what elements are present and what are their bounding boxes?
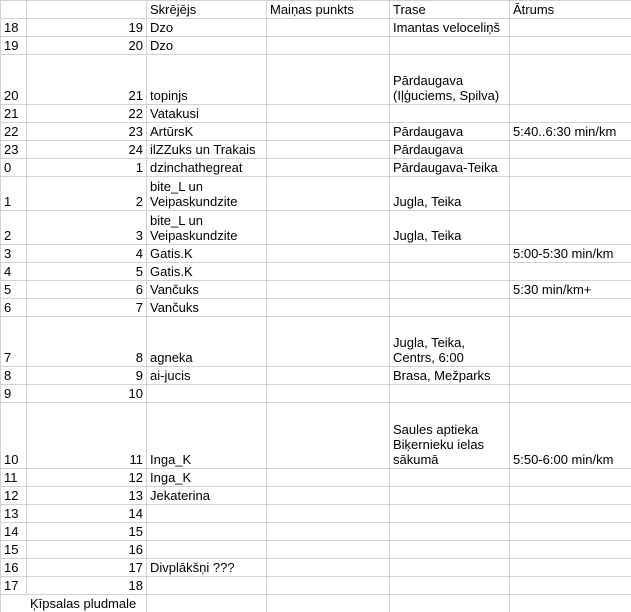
cell-leg[interactable]: 5 [27, 263, 147, 281]
cell-pace[interactable] [510, 211, 631, 245]
cell-runner[interactable]: topinjs [147, 55, 267, 105]
cell[interactable] [390, 595, 510, 612]
cell-exchange[interactable] [267, 367, 390, 385]
cell-hour[interactable]: 8 [1, 367, 27, 385]
cell-exchange[interactable] [267, 317, 390, 367]
cell-hour[interactable]: 12 [1, 487, 27, 505]
table-row [1, 281, 631, 299]
cell-leg[interactable]: 2 [27, 177, 147, 211]
cell-runner[interactable]: Vančuks [147, 281, 267, 299]
cell-route[interactable]: Brasa, Mežparks [390, 367, 510, 385]
cell-runner[interactable]: Vatakusi [147, 105, 267, 123]
cell-exchange[interactable] [267, 559, 390, 577]
cell-hour[interactable]: 4 [1, 263, 27, 281]
table-row [1, 523, 631, 541]
table-row [1, 55, 631, 105]
cell-leg[interactable]: 7 [27, 299, 147, 317]
cell-hour[interactable]: 9 [1, 385, 27, 403]
cell-pace[interactable]: 5:00-5:30 min/km [510, 245, 631, 263]
cell-runner[interactable]: bite_L un Veipaskundzite [147, 177, 267, 211]
cell-route[interactable] [390, 263, 510, 281]
cell-exchange[interactable] [267, 245, 390, 263]
cell-leg[interactable]: 8 [27, 317, 147, 367]
cell-pace[interactable] [510, 541, 631, 559]
table-row [1, 299, 631, 317]
cell-pace[interactable] [510, 367, 631, 385]
cell-hour[interactable]: 5 [1, 281, 27, 299]
table-row [1, 263, 631, 281]
cell-pace[interactable] [510, 487, 631, 505]
cell-runner[interactable]: bite_L un Veipaskundzite [147, 211, 267, 245]
cell-route[interactable] [390, 245, 510, 263]
table-row [1, 177, 631, 211]
cell[interactable] [1, 1, 27, 19]
cell-pace[interactable] [510, 505, 631, 523]
table-row [1, 19, 631, 37]
cell-route[interactable] [390, 541, 510, 559]
cell-leg[interactable]: 23 [27, 123, 147, 141]
cell-runner[interactable]: agneka [147, 317, 267, 367]
cell-hour[interactable]: 13 [1, 505, 27, 523]
cell-runner[interactable]: Dzo [147, 19, 267, 37]
cell-pace[interactable] [510, 299, 631, 317]
table-row [1, 317, 631, 367]
cell-route[interactable]: Jugla, Teika [390, 211, 510, 245]
cell[interactable] [267, 595, 390, 612]
cell-runner[interactable]: ai-jucis [147, 367, 267, 385]
cell-pace[interactable] [510, 177, 631, 211]
cell-runner[interactable] [147, 523, 267, 541]
table-row [1, 595, 631, 612]
cell-leg[interactable]: 12 [27, 469, 147, 487]
cell-exchange[interactable] [267, 177, 390, 211]
cell-pace[interactable] [510, 469, 631, 487]
cell-route[interactable] [390, 37, 510, 55]
cell-leg[interactable]: 4 [27, 245, 147, 263]
cell-exchange[interactable] [267, 541, 390, 559]
table-row [1, 245, 631, 263]
cell-leg[interactable]: 13 [27, 487, 147, 505]
cell-hour[interactable]: 2 [1, 211, 27, 245]
cell-runner[interactable]: Vančuks [147, 299, 267, 317]
table-row [1, 487, 631, 505]
cell-hour[interactable]: 0 [1, 159, 27, 177]
cell-route[interactable] [390, 577, 510, 595]
cell-route[interactable]: Pārdaugava-Teika [390, 159, 510, 177]
cell-route[interactable]: Saules aptieka Biķernieku ielas sākumā [390, 403, 510, 469]
table-row [1, 123, 631, 141]
cell-route[interactable]: Imantas veloceliņš [390, 19, 510, 37]
cell-exchange[interactable] [267, 211, 390, 245]
cell-pace[interactable] [510, 37, 631, 55]
cell-runner[interactable]: Dzo [147, 37, 267, 55]
cell-leg[interactable]: 15 [27, 523, 147, 541]
cell-hour[interactable]: 20 [1, 55, 27, 105]
cell-leg[interactable]: 24 [27, 141, 147, 159]
table-row [1, 469, 631, 487]
cell-runner[interactable]: Jekaterina [147, 487, 267, 505]
cell-pace[interactable]: 5:40..6:30 min/km [510, 123, 631, 141]
cell-hour[interactable]: 18 [1, 19, 27, 37]
cell-hour[interactable]: 16 [1, 559, 27, 577]
cell-hour[interactable]: 23 [1, 141, 27, 159]
cell-pace[interactable] [510, 159, 631, 177]
cell-runner[interactable]: dzinchathegreat [147, 159, 267, 177]
cell-leg[interactable]: 19 [27, 19, 147, 37]
cell-pace[interactable] [510, 317, 631, 367]
cell-leg[interactable]: 9 [27, 367, 147, 385]
table-row [1, 37, 631, 55]
cell-runner[interactable]: Inga_K [147, 403, 267, 469]
cell-pace[interactable] [510, 263, 631, 281]
cell-location[interactable]: Ķīpsalas pludmale [1, 595, 147, 612]
header-cell-exchange-point[interactable]: Maiņas punkts [267, 1, 390, 19]
cell-route[interactable] [390, 523, 510, 541]
cell[interactable] [27, 1, 147, 19]
header-cell-runner[interactable]: Skrējējs [147, 1, 267, 19]
cell-leg[interactable]: 17 [27, 559, 147, 577]
cell-exchange[interactable] [267, 299, 390, 317]
cell-pace[interactable] [510, 141, 631, 159]
cell-leg[interactable]: 3 [27, 211, 147, 245]
table-row [1, 159, 631, 177]
cell-hour[interactable]: 21 [1, 105, 27, 123]
cell-exchange[interactable] [267, 105, 390, 123]
cell-route[interactable] [390, 281, 510, 299]
cell-pace[interactable] [510, 523, 631, 541]
cell-hour[interactable]: 11 [1, 469, 27, 487]
table-row [1, 505, 631, 523]
cell-exchange[interactable] [267, 505, 390, 523]
cell-leg[interactable]: 22 [27, 105, 147, 123]
cell-runner[interactable]: Gatis.K [147, 263, 267, 281]
cell-exchange[interactable] [267, 159, 390, 177]
cell[interactable] [510, 595, 631, 612]
cell-leg[interactable]: 1 [27, 159, 147, 177]
table-row [1, 559, 631, 577]
cell-route[interactable] [390, 105, 510, 123]
cell-hour[interactable]: 15 [1, 541, 27, 559]
table-row [1, 403, 631, 469]
cell-route[interactable] [390, 385, 510, 403]
cell-runner[interactable]: ilZZuks un Trakais [147, 141, 267, 159]
cell-route[interactable] [390, 559, 510, 577]
cell-pace[interactable]: 5:50-6:00 min/km [510, 403, 631, 469]
cell-exchange[interactable] [267, 577, 390, 595]
header-cell-route[interactable]: Trase [390, 1, 510, 19]
cell-hour[interactable]: 7 [1, 317, 27, 367]
header-cell-pace[interactable]: Ātrums [510, 1, 631, 19]
cell-hour[interactable]: 22 [1, 123, 27, 141]
cell-exchange[interactable] [267, 141, 390, 159]
table-row [1, 367, 631, 385]
cell-route[interactable]: Pārdaugava [390, 141, 510, 159]
cell-pace[interactable] [510, 55, 631, 105]
cell-exchange[interactable] [267, 523, 390, 541]
cell-hour[interactable]: 6 [1, 299, 27, 317]
cell-pace[interactable] [510, 559, 631, 577]
cell-route[interactable]: Pārdaugava (Iļģuciems, Spilva) [390, 55, 510, 105]
cell-runner[interactable]: Divplākšņi ??? [147, 559, 267, 577]
cell-exchange[interactable] [267, 281, 390, 299]
cell-route[interactable]: Pārdaugava [390, 123, 510, 141]
cell-leg[interactable]: 10 [27, 385, 147, 403]
cell-pace[interactable] [510, 385, 631, 403]
cell-leg[interactable]: 18 [27, 577, 147, 595]
cell-pace[interactable] [510, 577, 631, 595]
table-row [1, 577, 631, 595]
cell-exchange[interactable] [267, 123, 390, 141]
cell-route[interactable] [390, 469, 510, 487]
cell-leg[interactable]: 21 [27, 55, 147, 105]
cell-exchange[interactable] [267, 403, 390, 469]
cell-hour[interactable]: 17 [1, 577, 27, 595]
cell-leg[interactable]: 16 [27, 541, 147, 559]
cell-leg[interactable]: 20 [27, 37, 147, 55]
cell[interactable] [147, 595, 267, 612]
cell-route[interactable] [390, 487, 510, 505]
cell-runner[interactable] [147, 541, 267, 559]
cell-pace[interactable]: 5:30 min/km+ [510, 281, 631, 299]
table-row [1, 541, 631, 559]
cell-exchange[interactable] [267, 55, 390, 105]
cell-exchange[interactable] [267, 487, 390, 505]
cell-exchange[interactable] [267, 263, 390, 281]
cell-leg[interactable]: 14 [27, 505, 147, 523]
cell-route[interactable] [390, 505, 510, 523]
cell-hour[interactable]: 14 [1, 523, 27, 541]
table-row [1, 211, 631, 245]
cell-exchange[interactable] [267, 385, 390, 403]
table-row [1, 105, 631, 123]
cell-runner[interactable]: Inga_K [147, 469, 267, 487]
header-row [1, 1, 631, 19]
cell-exchange[interactable] [267, 37, 390, 55]
cell-route[interactable]: Jugla, Teika, Centrs, 6:00 [390, 317, 510, 367]
cell-route[interactable]: Jugla, Teika [390, 177, 510, 211]
table-row [1, 141, 631, 159]
cell-pace[interactable] [510, 105, 631, 123]
cell-exchange[interactable] [267, 19, 390, 37]
cell-hour[interactable]: 1 [1, 177, 27, 211]
cell-runner[interactable]: ArtūrsK [147, 123, 267, 141]
cell-hour[interactable]: 10 [1, 403, 27, 469]
cell-runner[interactable]: Gatis.K [147, 245, 267, 263]
cell-pace[interactable] [510, 19, 631, 37]
cell-leg[interactable]: 11 [27, 403, 147, 469]
cell-hour[interactable]: 3 [1, 245, 27, 263]
cell-route[interactable] [390, 299, 510, 317]
cell-runner[interactable] [147, 577, 267, 595]
cell-runner[interactable] [147, 385, 267, 403]
cell-hour[interactable]: 19 [1, 37, 27, 55]
cell-leg[interactable]: 6 [27, 281, 147, 299]
table-row [1, 385, 631, 403]
cell-exchange[interactable] [267, 469, 390, 487]
cell-runner[interactable] [147, 505, 267, 523]
